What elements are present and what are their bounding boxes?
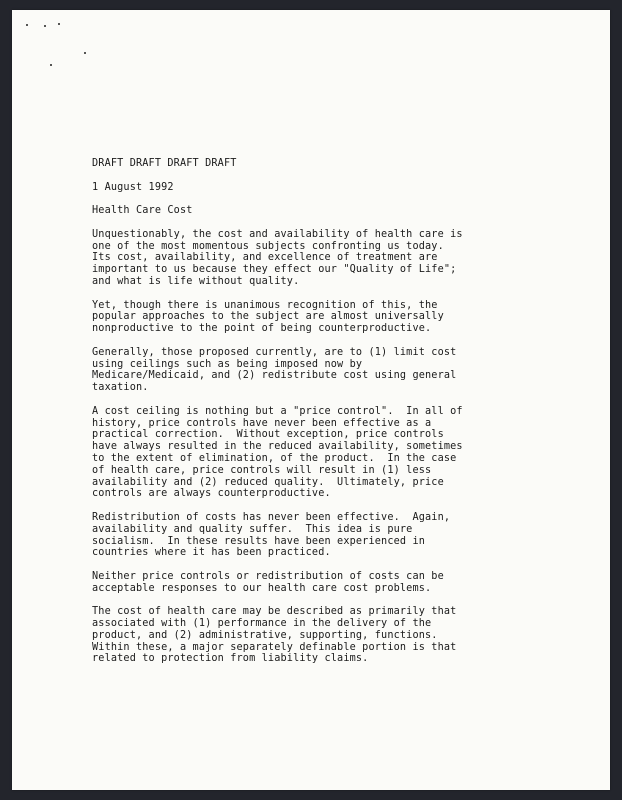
document-title: Health Care Cost bbox=[92, 205, 193, 217]
paragraph-line: socialism. In these results have been experienced in bbox=[92, 535, 426, 547]
paragraph-line: practical correction. Without exception, price controls bbox=[92, 429, 444, 441]
paragraph-line: popular approaches to the subject are almost universally bbox=[92, 311, 444, 323]
paragraph-line: related to protection from liability claims. bbox=[92, 653, 369, 665]
paragraph-line: acceptable responses to our health care cost problems. bbox=[92, 582, 432, 594]
paragraph bbox=[92, 347, 522, 394]
paragraph-line: controls are always counterproductive. bbox=[92, 488, 331, 500]
paragraphs bbox=[92, 229, 522, 665]
paragraph-line: The cost of health care may be described as primarily that bbox=[92, 606, 457, 618]
paragraph-line: Generally, those proposed currently, are to (1) limit cost bbox=[92, 346, 457, 358]
paragraph bbox=[92, 571, 522, 595]
paper-speck bbox=[50, 64, 52, 66]
paragraph bbox=[92, 300, 522, 335]
paragraph-line: of health care, price controls will result in (1) less bbox=[92, 464, 432, 476]
draft-banner: DRAFT DRAFT DRAFT DRAFT bbox=[92, 158, 237, 169]
paragraph-line: Redistribution of costs has never been effective. Again, bbox=[92, 511, 451, 523]
paragraph-line: availability and (2) reduced quality. Ultimately, price bbox=[92, 476, 444, 488]
paragraph bbox=[92, 512, 522, 559]
paragraph-line: taxation. bbox=[92, 382, 149, 394]
document-date: 1 August 1992 bbox=[92, 181, 174, 193]
paper-speck bbox=[26, 24, 28, 26]
paragraph-line: product, and (2) administrative, supporting, functions. bbox=[92, 629, 438, 641]
paragraph-line: to the extent of elimination, of the product. In the case bbox=[92, 452, 457, 464]
paragraph bbox=[92, 229, 522, 288]
paragraph-line: Unquestionably, the cost and availability of health care is bbox=[92, 228, 463, 240]
paragraph-line: have always resulted in the reduced availability, sometimes bbox=[92, 441, 463, 453]
paragraph-line: Its cost, availability, and excellence of treatment are bbox=[92, 252, 438, 264]
paragraph-line: history, price controls have never been effective as a bbox=[92, 417, 432, 429]
paragraph bbox=[92, 406, 522, 500]
paragraph-line: Yet, though there is unanimous recognition of this, the bbox=[92, 299, 438, 311]
paragraph-line: and what is life without quality. bbox=[92, 275, 300, 287]
paragraph-line: A cost ceiling is nothing but a "price control". In all of bbox=[92, 405, 463, 417]
paragraph-line: important to us because they effect our "Quality of Life"; bbox=[92, 264, 457, 276]
paper-speck bbox=[58, 23, 60, 25]
paragraph-line: using ceilings such as being imposed now by bbox=[92, 358, 363, 370]
paragraph-line: Within these, a major separately definable portion is that bbox=[92, 641, 457, 653]
paragraph-line: associated with (1) performance in the delivery of the bbox=[92, 618, 432, 630]
paper-speck bbox=[84, 52, 86, 54]
paragraph-line: Neither price controls or redistribution of costs can be bbox=[92, 570, 444, 582]
paper-speck bbox=[44, 25, 46, 27]
paragraph bbox=[92, 606, 522, 665]
document-page bbox=[12, 10, 610, 790]
paragraph-line: countries where it has been practiced. bbox=[92, 547, 331, 559]
paragraph-line: one of the most momentous subjects confronting us today. bbox=[92, 240, 444, 252]
document-body bbox=[92, 158, 522, 677]
paragraph-line: nonproductive to the point of being counterproductive. bbox=[92, 323, 432, 335]
paragraph-line: Medicare/Medicaid, and (2) redistribute cost using general bbox=[92, 370, 457, 382]
paragraph-line: availability and quality suffer. This idea is pure bbox=[92, 523, 413, 535]
